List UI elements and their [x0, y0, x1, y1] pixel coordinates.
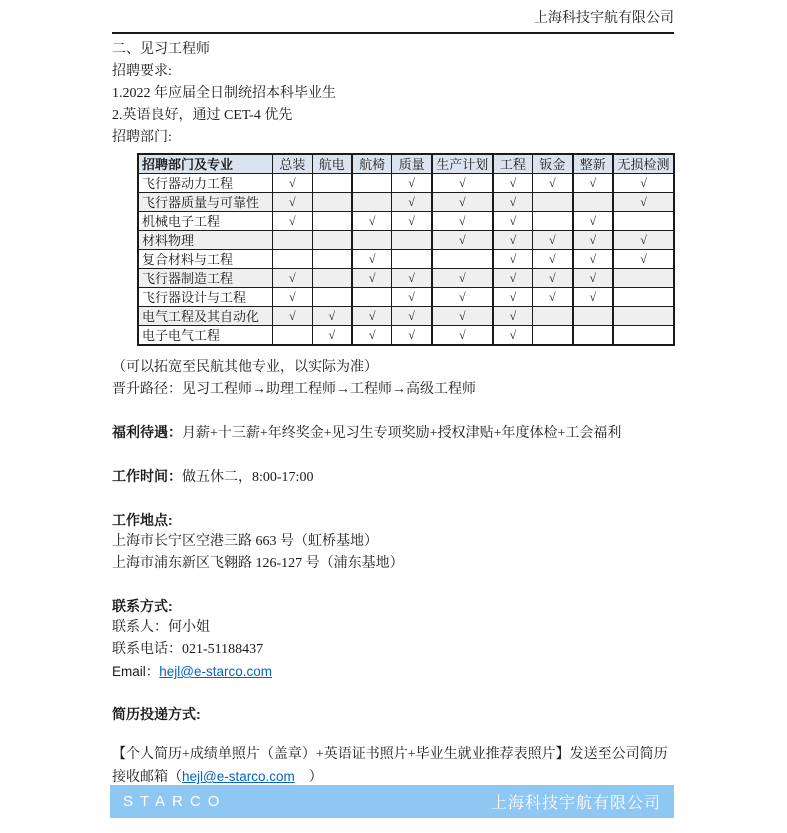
requirements-label: 招聘要求:: [112, 64, 172, 79]
checkmark-cell: √: [352, 212, 392, 231]
checkmark-cell: √: [273, 174, 312, 193]
checkmark-cell: [533, 212, 573, 231]
checkmark-cell: √: [493, 326, 533, 346]
table-header-cell: 钣金: [533, 154, 573, 174]
checkmark-cell: √: [392, 307, 432, 326]
resume-text-before: 【个人简历+成绩单照片（盖章）+英语证书照片+毕业生就业推荐表照片】发送至公司简历接收邮箱（: [112, 747, 668, 785]
major-cell: 材料物理: [138, 231, 273, 250]
benefits-text: 月薪+十三薪+年终奖金+见习生专项奖励+授权津贴+年度体检+工会福利: [182, 426, 622, 441]
work-location-label: 工作地点:: [112, 512, 173, 528]
checkmark-cell: √: [573, 231, 613, 250]
email-link[interactable]: hejl@e-starco.com: [159, 664, 273, 679]
resume-text-after: ）: [294, 770, 323, 785]
work-location-line: 上海市长宁区空港三路 663 号（虹桥基地）: [112, 534, 378, 549]
checkmark-cell: √: [432, 231, 493, 250]
table-header-cell: 航椅: [352, 154, 392, 174]
table-row: [138, 250, 674, 269]
table-header-cell: 航电: [312, 154, 352, 174]
major-cell: 机械电子工程: [138, 212, 273, 231]
table-header-cell: 工程: [493, 154, 533, 174]
checkmark-cell: √: [432, 174, 493, 193]
checkmark-cell: √: [432, 307, 493, 326]
footer-company: 上海科技宇航有限公司: [490, 795, 661, 812]
note-career-path: 晋升路径：见习工程师→助理工程师→工程师→高级工程师: [112, 382, 476, 397]
table-row: [138, 269, 674, 288]
table-header-cell: 质量: [392, 154, 432, 174]
checkmark-cell: √: [493, 174, 533, 193]
section-title: 二、见习工程师: [112, 42, 210, 57]
checkmark-cell: [392, 250, 432, 269]
header-company-name: 上海科技宇航有限公司: [534, 11, 674, 26]
checkmark-cell: √: [392, 174, 432, 193]
major-cell: 飞行器动力工程: [138, 174, 273, 193]
checkmark-cell: √: [392, 212, 432, 231]
footer-bar: [110, 785, 674, 818]
checkmark-cell: [352, 193, 392, 212]
email-label: Email：: [112, 664, 160, 679]
checkmark-cell: √: [352, 269, 392, 288]
note-scope: （可以拓宽至民航其他专业，以实际为准）: [112, 360, 378, 375]
table-header-major-cell: 招聘部门及专业: [138, 154, 273, 174]
checkmark-cell: √: [533, 288, 573, 307]
table-header-row: [138, 154, 674, 174]
work-location-line: 上海市浦东新区飞翱路 126-127 号（浦东基地）: [112, 556, 404, 571]
checkmark-cell: √: [273, 288, 312, 307]
checkmark-cell: √: [392, 269, 432, 288]
department-table: [137, 153, 675, 346]
checkmark-cell: [352, 231, 392, 250]
checkmark-cell: [273, 250, 312, 269]
checkmark-cell: [312, 288, 352, 307]
checkmark-cell: √: [392, 193, 432, 212]
checkmark-cell: √: [273, 212, 312, 231]
checkmark-cell: [573, 307, 613, 326]
checkmark-cell: √: [533, 231, 573, 250]
checkmark-cell: √: [352, 250, 392, 269]
table-row: [138, 193, 674, 212]
departments-label: 招聘部门:: [112, 130, 172, 145]
checkmark-cell: √: [432, 269, 493, 288]
table-header-cell: 生产计划: [432, 154, 493, 174]
checkmark-cell: √: [273, 193, 312, 212]
checkmark-cell: √: [392, 288, 432, 307]
checkmark-cell: √: [613, 250, 674, 269]
checkmark-cell: [573, 326, 613, 346]
checkmark-cell: √: [312, 326, 352, 346]
checkmark-cell: [312, 250, 352, 269]
checkmark-cell: [352, 174, 392, 193]
checkmark-cell: [432, 250, 493, 269]
major-cell: 电气工程及其自动化: [138, 307, 273, 326]
table-header-cell: 整新: [573, 154, 613, 174]
work-time-line: [112, 465, 675, 489]
work-time-label: 工作时间：: [112, 468, 182, 484]
checkmark-cell: √: [493, 269, 533, 288]
checkmark-cell: √: [533, 174, 573, 193]
checkmark-cell: √: [493, 288, 533, 307]
document-body: [112, 39, 675, 789]
checkmark-cell: √: [392, 326, 432, 346]
major-cell: 复合材料与工程: [138, 250, 273, 269]
checkmark-cell: √: [493, 212, 533, 231]
checkmark-cell: [533, 326, 573, 346]
contact-email-line: [112, 661, 675, 684]
checkmark-cell: √: [432, 212, 493, 231]
checkmark-cell: [613, 307, 674, 326]
checkmark-cell: √: [533, 269, 573, 288]
checkmark-cell: [613, 269, 674, 288]
checkmark-cell: √: [613, 231, 674, 250]
table-row: [138, 288, 674, 307]
work-time-text: 做五休二，8:00-17:00: [182, 470, 314, 485]
checkmark-cell: [613, 212, 674, 231]
checkmark-cell: √: [273, 269, 312, 288]
major-cell: 飞行器制造工程: [138, 269, 273, 288]
checkmark-cell: √: [613, 193, 674, 212]
checkmark-cell: [573, 193, 613, 212]
checkmark-cell: √: [493, 307, 533, 326]
resume-email-link[interactable]: hejl@e-starco.com: [182, 769, 295, 784]
checkmark-cell: [533, 193, 573, 212]
major-cell: 飞行器设计与工程: [138, 288, 273, 307]
checkmark-cell: √: [573, 174, 613, 193]
checkmark-cell: [613, 288, 674, 307]
resume-instructions: [112, 744, 675, 789]
checkmark-cell: [312, 193, 352, 212]
checkmark-cell: [352, 288, 392, 307]
table-row: [138, 307, 674, 326]
checkmark-cell: [613, 326, 674, 346]
table-header-cell: 无损检测: [613, 154, 674, 174]
table-row: [138, 174, 674, 193]
benefits-label: 福利待遇：: [112, 424, 182, 440]
checkmark-cell: [312, 269, 352, 288]
checkmark-cell: [533, 307, 573, 326]
table-row: [138, 326, 674, 346]
page-header: [112, 0, 674, 34]
checkmark-cell: [273, 231, 312, 250]
major-cell: 电子电气工程: [138, 326, 273, 346]
checkmark-cell: √: [273, 307, 312, 326]
checkmark-cell: √: [573, 269, 613, 288]
checkmark-cell: [392, 231, 432, 250]
checkmark-cell: √: [432, 193, 493, 212]
checkmark-cell: [312, 212, 352, 231]
requirement-item: 2.英语良好，通过 CET-4 优先: [112, 108, 293, 123]
checkmark-cell: √: [493, 193, 533, 212]
contact-person: 联系人：何小姐: [112, 620, 210, 635]
checkmark-cell: √: [573, 288, 613, 307]
checkmark-cell: [312, 174, 352, 193]
checkmark-cell: √: [432, 288, 493, 307]
checkmark-cell: [312, 231, 352, 250]
resume-label: 简历投递方式:: [112, 706, 201, 722]
footer-brand: STARCO: [123, 793, 227, 810]
major-cell: 飞行器质量与可靠性: [138, 193, 273, 212]
checkmark-cell: √: [573, 212, 613, 231]
checkmark-cell: √: [493, 231, 533, 250]
checkmark-cell: √: [573, 250, 613, 269]
table-header-cell: 总装: [273, 154, 312, 174]
checkmark-cell: √: [493, 250, 533, 269]
checkmark-cell: √: [613, 174, 674, 193]
requirement-item: 1.2022 年应届全日制统招本科毕业生: [112, 86, 336, 101]
table-row: [138, 212, 674, 231]
benefits-line: [112, 421, 675, 445]
checkmark-cell: √: [312, 307, 352, 326]
contact-label: 联系方式:: [112, 598, 173, 614]
table-row: [138, 231, 674, 250]
checkmark-cell: √: [352, 326, 392, 346]
checkmark-cell: [273, 326, 312, 346]
contact-phone: 联系电话：021-51188437: [112, 642, 264, 657]
checkmark-cell: √: [352, 307, 392, 326]
checkmark-cell: √: [533, 250, 573, 269]
checkmark-cell: √: [432, 326, 493, 346]
